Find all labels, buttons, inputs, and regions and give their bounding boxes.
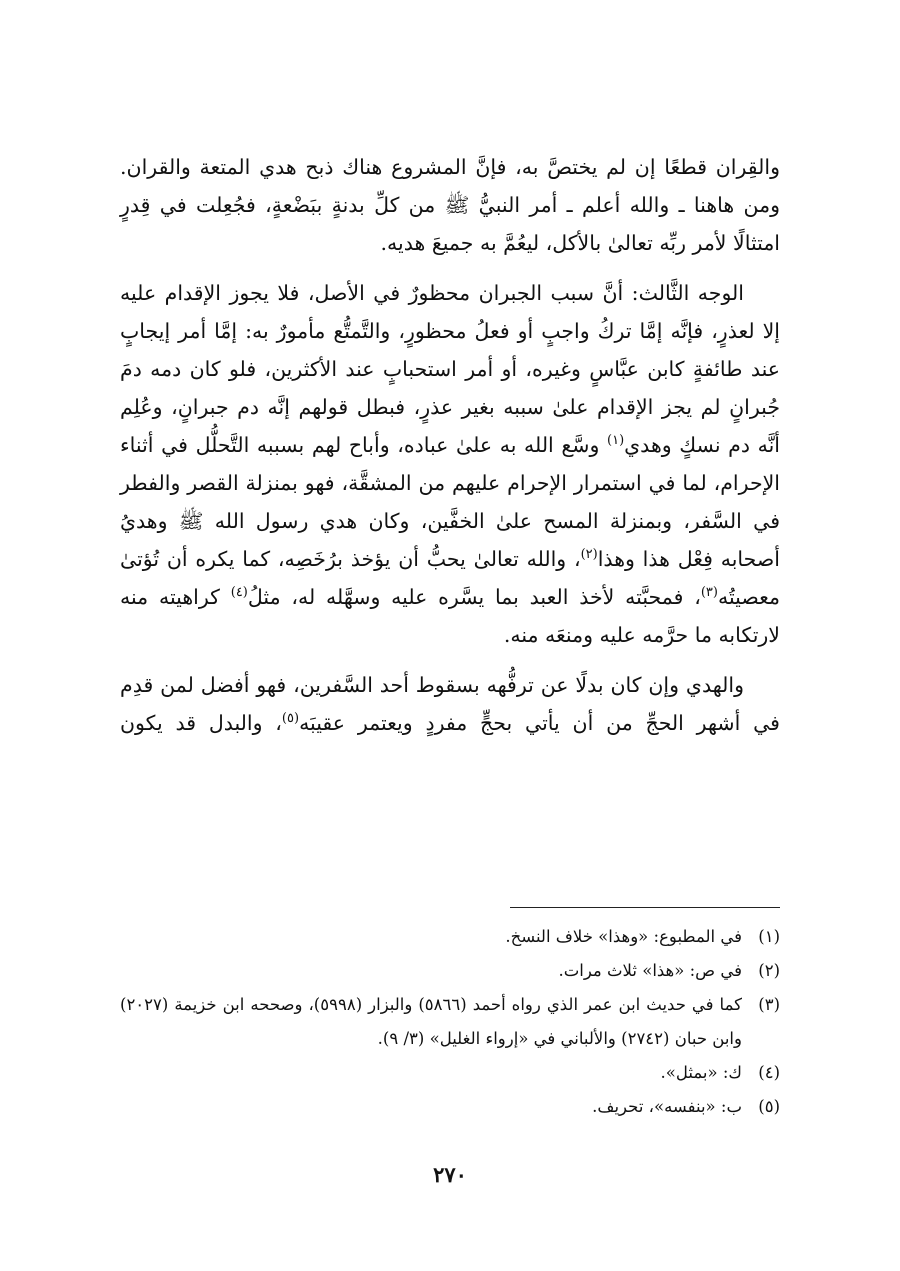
footnotes xyxy=(120,920,780,1124)
paragraph-2-part-b: وسَّع الله به علىٰ عباده، وأباح لهم بسببه التَّحلُّل في أثناء الإحرام، لما في استمرار الإحرام عليهم من المشقَّة، فهو بمنزلة القصر والفطر في السَّفر، وبمنزلة المسح علىٰ الخفَّين، وكان هدي رسول الله ﷺ وهديُ أصحابه فِعْل هذا وهذا xyxy=(120,433,780,571)
paragraph-2-part-a: الوجه الثَّالث: أنَّ سبب الجبران محظورٌ في الأصل، فلا يجوز الإقدام عليه إلا لعذرٍ، فإنَّه إمَّا تركُ واجبٍ أو فعلُ محظورٍ، والتَّمتُّع مأمورٌ به: إمَّا أمر إيجابٍ عند طائفةٍ كابن عبَّاسٍ وغيره، أو أمر استحبابٍ عند الأكثرين، فلو كان دمه دمَ جُبرانٍ لم يجز الإقدام علىٰ سببه بغير عذرٍ، فبطل قولهم إنَّه دم جبرانٍ، وعُلِم أنَّه دم نسكٍ وهدي xyxy=(120,281,781,457)
footnote-number: (٥) xyxy=(758,1097,780,1116)
footnote-2 xyxy=(120,954,780,988)
footnote-4 xyxy=(120,1056,780,1090)
footnote-marker-1: (١) xyxy=(607,433,625,449)
footnote-5 xyxy=(120,1090,780,1124)
footnote-3 xyxy=(120,988,780,1056)
footnote-marker-4: (٤) xyxy=(230,585,248,601)
paragraph-2 xyxy=(120,274,780,654)
footnote-number: (٤) xyxy=(758,1063,780,1082)
paragraph-3 xyxy=(120,666,780,742)
footnote-marker-5: (٥) xyxy=(281,711,300,727)
paragraph-1: والقِران قطعًا إن لم يختصَّ به، فإنَّ المشروع هناك ذبح هدي المتعة والقران. ومن هاهنا ـ والله أعلم ـ أمر النبيُّ ﷺ من كلِّ بدنةٍ ببَضْعةٍ، فجُعِلت في قِدرٍ امتثالًا لأمر ربِّه تعالىٰ بالأكل، ليعُمَّ به جميعَ هديه. xyxy=(120,155,780,255)
footnote-number: (٣) xyxy=(758,995,780,1014)
page-number: ٢٧٠ xyxy=(433,1162,467,1187)
footnote-number: (٢) xyxy=(758,961,780,980)
paragraph-2-part-e: كراهيته منه لارتكابه ما حرَّمه عليه ومنعَه منه. xyxy=(120,585,780,647)
footnote-1 xyxy=(120,920,780,954)
paragraph-2-part-c: ، والله تعالىٰ يحبُّ أن يؤخذ برُخَصِه، كما يكره أن تُؤتىٰ معصيتُه xyxy=(120,547,780,609)
footnote-text: في المطبوع: «وهذا» خلاف النسخ. xyxy=(505,927,742,946)
paragraph-2-part-d: ، فمحبَّته لأخذ العبد بما يسَّره عليه وسهَّله له، مثلُ xyxy=(247,585,701,609)
paragraph-3-part-b: ، والبدل قد يكون xyxy=(120,711,282,735)
footnote-text: ب: «بنفسه»، تحريف. xyxy=(592,1097,742,1116)
main-text xyxy=(120,148,780,742)
footnote-separator xyxy=(510,907,780,908)
paragraph-3-part-a: والهدي وإن كان بدلًا عن ترفُّهه بسقوط أحد السَّفرين، فهو أفضل لمن قدِم في أشهر الحجِّ من أن يأتي بحجٍّ مفردٍ ويعتمر عقيبَه xyxy=(120,673,780,735)
footnote-marker-3: (٣) xyxy=(700,585,718,601)
footnote-text: ك: «بمثل». xyxy=(660,1063,742,1082)
footnote-text: كما في حديث ابن عمر الذي رواه أحمد (٥٨٦٦) والبزار (٥٩٩٨)، وصححه ابن خزيمة (٢٠٢٧) وابن حبان (٢٧٤٢) والألباني في «إرواء الغليل» (٣/ ٩). xyxy=(120,995,742,1048)
footnote-marker-2: (٢) xyxy=(580,547,598,563)
footnote-text: في ص: «هذا» ثلاث مرات. xyxy=(558,961,742,980)
footnote-number: (١) xyxy=(758,927,780,946)
